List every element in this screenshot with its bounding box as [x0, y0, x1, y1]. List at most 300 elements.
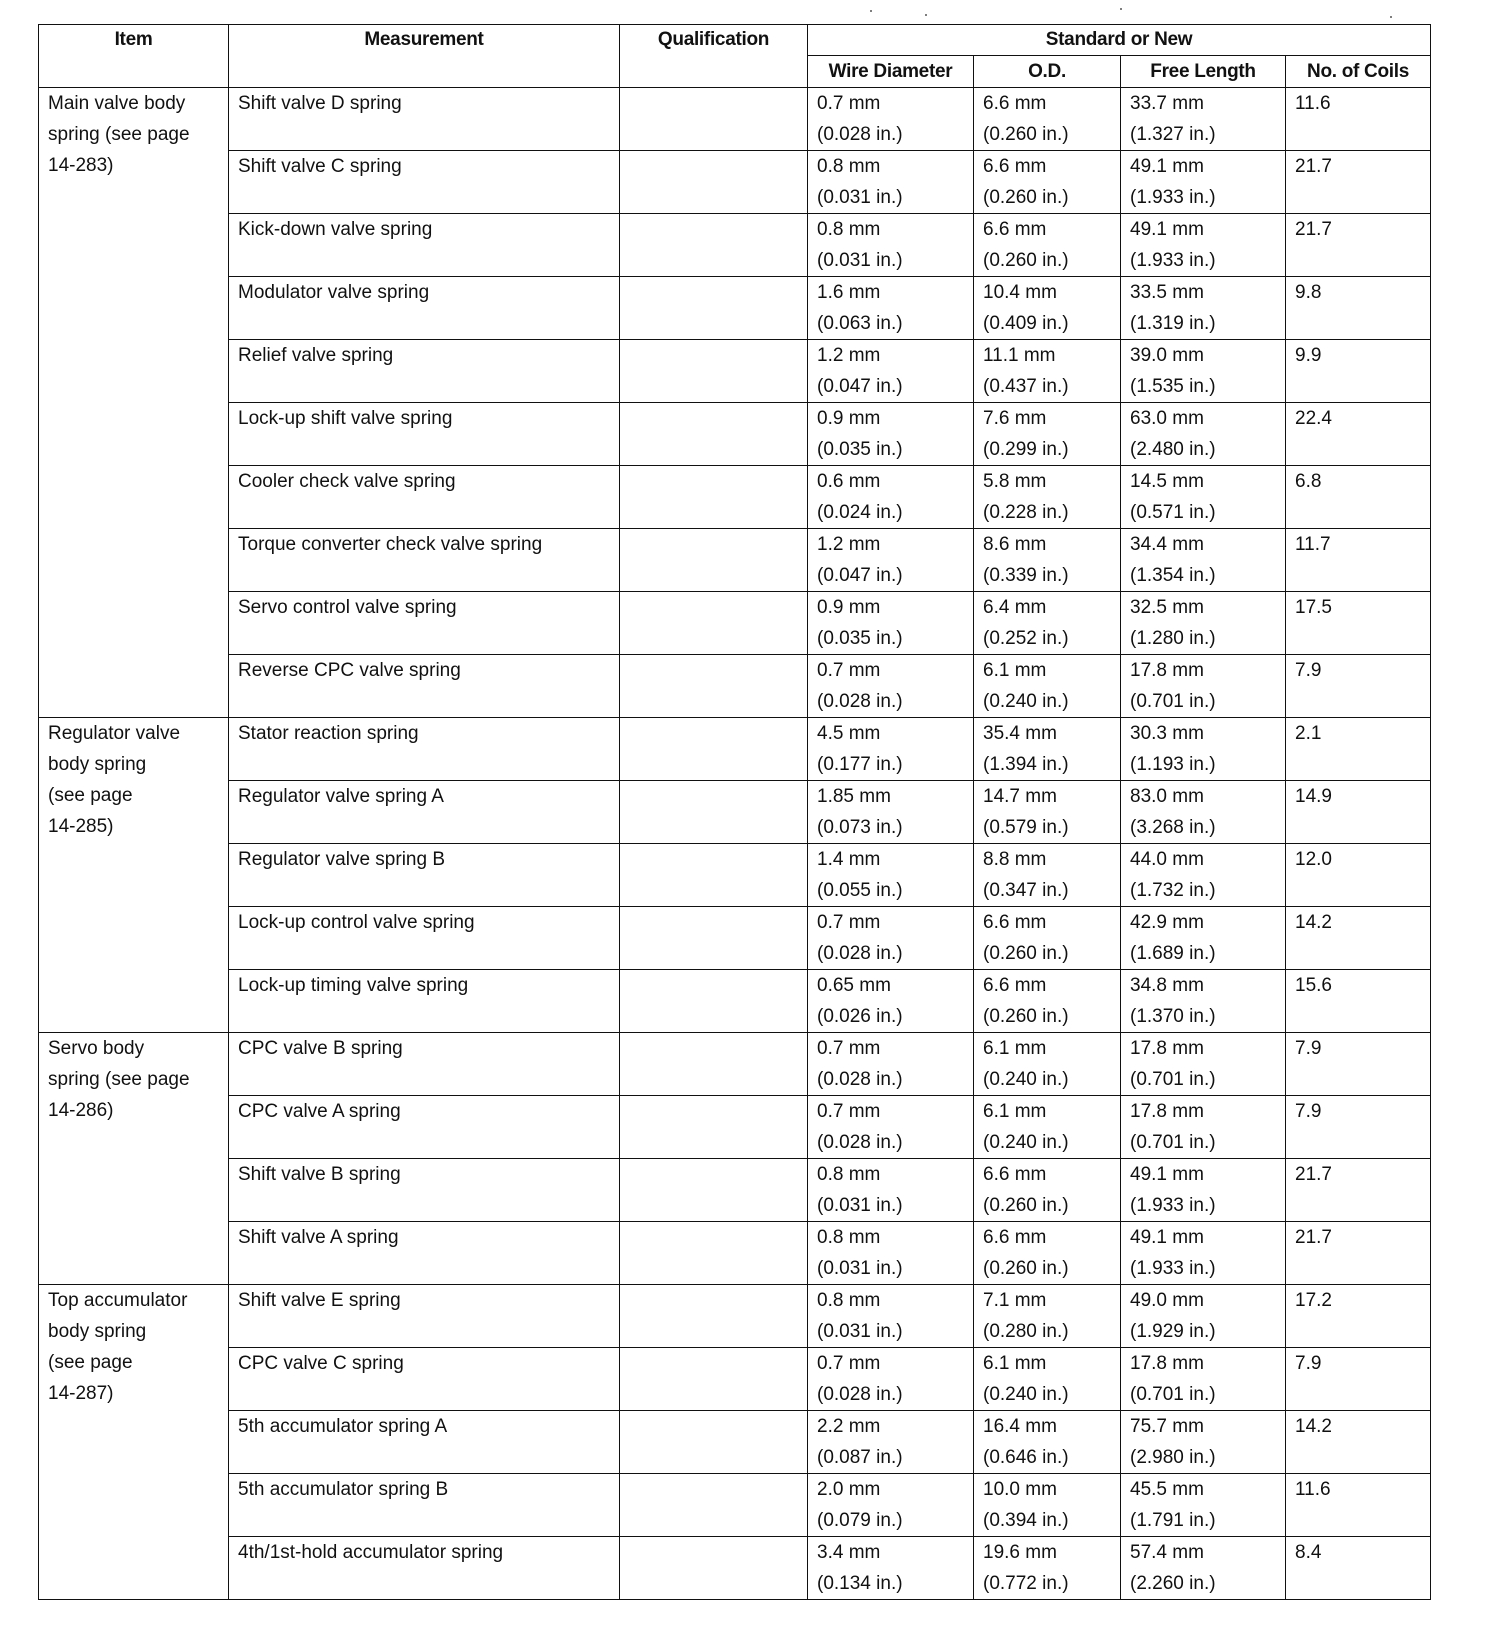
measurement-cell-text: Servo control valve spring [238, 597, 457, 618]
od-cell-text: 7.1 mm [983, 1290, 1047, 1311]
free-length-cell [1121, 340, 1286, 403]
wire-diameter-cell-text: (0.055 in.) [817, 880, 903, 901]
wire-diameter-cell-text: (0.134 in.) [817, 1573, 903, 1594]
measurement-cell [229, 1411, 620, 1474]
table-row [39, 970, 1431, 1033]
free-length-cell-text: (3.268 in.) [1130, 817, 1216, 838]
measurement-cell [229, 781, 620, 844]
no-of-coils-cell-text: 6.8 [1295, 471, 1322, 492]
od-cell [974, 718, 1121, 781]
free-length-cell-text: 49.1 mm [1130, 219, 1204, 240]
free-length-cell-text: 45.5 mm [1130, 1479, 1204, 1500]
measurement-cell [229, 844, 620, 907]
qualification-cell [620, 277, 808, 340]
wire-diameter-cell-text: (0.031 in.) [817, 250, 903, 271]
wire-diameter-cell [808, 529, 974, 592]
measurement-cell-text: 5th accumulator spring B [238, 1479, 449, 1500]
no-of-coils-cell [1286, 529, 1431, 592]
table-row [39, 844, 1431, 907]
wire-diameter-cell [808, 1159, 974, 1222]
qualification-cell [620, 403, 808, 466]
wire-diameter-cell [808, 1537, 974, 1600]
od-cell-text: (0.240 in.) [983, 1069, 1069, 1090]
od-cell-text: 6.6 mm [983, 156, 1047, 177]
no-of-coils-cell-text: 7.9 [1295, 1101, 1322, 1122]
free-length-cell-text: (1.933 in.) [1130, 1258, 1216, 1279]
no-of-coils-cell [1286, 655, 1431, 718]
qualification-cell [620, 340, 808, 403]
od-cell [974, 1285, 1121, 1348]
no-of-coils-cell [1286, 1285, 1431, 1348]
no-of-coils-cell-text: 9.8 [1295, 282, 1322, 303]
measurement-cell [229, 1096, 620, 1159]
od-cell-text: 35.4 mm [983, 723, 1057, 744]
no-of-coils-cell [1286, 1159, 1431, 1222]
od-cell [974, 1222, 1121, 1285]
item-group-label-line: (see page [48, 1352, 133, 1373]
wire-diameter-cell [808, 970, 974, 1033]
od-cell-text: (0.260 in.) [983, 187, 1069, 208]
measurement-cell-text: 4th/1st-hold accumulator spring [238, 1542, 504, 1563]
wire-diameter-cell-text: 4.5 mm [817, 723, 881, 744]
od-cell [974, 277, 1121, 340]
measurement-cell [229, 151, 620, 214]
od-cell-text: (0.260 in.) [983, 1258, 1069, 1279]
no-of-coils-cell [1286, 277, 1431, 340]
measurement-cell [229, 466, 620, 529]
measurement-cell-text: Shift valve A spring [238, 1227, 399, 1248]
no-of-coils-cell [1286, 214, 1431, 277]
table-row [39, 1411, 1431, 1474]
measurement-cell [229, 88, 620, 151]
free-length-cell-text: 49.1 mm [1130, 1164, 1204, 1185]
measurement-cell-text: Shift valve E spring [238, 1290, 401, 1311]
free-length-cell [1121, 592, 1286, 655]
wire-diameter-cell-text: (0.035 in.) [817, 439, 903, 460]
no-of-coils-cell-text: 17.5 [1295, 597, 1332, 618]
od-cell-text: 10.0 mm [983, 1479, 1057, 1500]
qualification-cell [620, 214, 808, 277]
od-cell [974, 844, 1121, 907]
measurement-cell-text: Torque converter check valve spring [238, 534, 543, 555]
wire-diameter-cell [808, 1096, 974, 1159]
free-length-cell-text: (1.732 in.) [1130, 880, 1216, 901]
qualification-cell [620, 592, 808, 655]
no-of-coils-cell [1286, 970, 1431, 1033]
free-length-cell-text: 14.5 mm [1130, 471, 1204, 492]
table-row [39, 592, 1431, 655]
measurement-cell-text: 5th accumulator spring A [238, 1416, 448, 1437]
free-length-cell-text: 63.0 mm [1130, 408, 1204, 429]
table-row [39, 529, 1431, 592]
od-cell [974, 970, 1121, 1033]
table-row [39, 1285, 1431, 1348]
wire-diameter-cell-text: (0.028 in.) [817, 943, 903, 964]
no-of-coils-cell [1286, 1033, 1431, 1096]
wire-diameter-cell-text: (0.079 in.) [817, 1510, 903, 1531]
free-length-cell [1121, 151, 1286, 214]
table-row [39, 1222, 1431, 1285]
wire-diameter-cell-text: (0.028 in.) [817, 1384, 903, 1405]
od-cell-text: 6.6 mm [983, 1227, 1047, 1248]
wire-diameter-cell-text: 1.4 mm [817, 849, 881, 870]
table-row [39, 907, 1431, 970]
wire-diameter-cell-text: (0.073 in.) [817, 817, 903, 838]
od-cell-text: (0.240 in.) [983, 1384, 1069, 1405]
measurement-cell-text: CPC valve A spring [238, 1101, 401, 1122]
measurement-cell-text: Regulator valve spring B [238, 849, 445, 870]
measurement-cell-text: Relief valve spring [238, 345, 394, 366]
no-of-coils-cell-text: 21.7 [1295, 219, 1332, 240]
table-row [39, 214, 1431, 277]
no-of-coils-cell [1286, 1096, 1431, 1159]
scan-speck [870, 10, 872, 12]
od-cell-text: 14.7 mm [983, 786, 1057, 807]
wire-diameter-cell-text: 0.9 mm [817, 408, 881, 429]
table-row [39, 1159, 1431, 1222]
free-length-cell-text: (1.791 in.) [1130, 1510, 1216, 1531]
wire-diameter-cell-text: 1.2 mm [817, 345, 881, 366]
free-length-cell-text: 33.5 mm [1130, 282, 1204, 303]
wire-diameter-cell-text: (0.026 in.) [817, 1006, 903, 1027]
free-length-cell-text: (1.933 in.) [1130, 1195, 1216, 1216]
wire-diameter-cell-text: 3.4 mm [817, 1542, 881, 1563]
free-length-cell-text: (2.260 in.) [1130, 1573, 1216, 1594]
od-cell-text: 5.8 mm [983, 471, 1047, 492]
no-of-coils-cell [1286, 1474, 1431, 1537]
wire-diameter-cell-text: 1.2 mm [817, 534, 881, 555]
free-length-cell-text: 32.5 mm [1130, 597, 1204, 618]
free-length-cell [1121, 718, 1286, 781]
wire-diameter-cell [808, 403, 974, 466]
wire-diameter-cell-text: (0.028 in.) [817, 124, 903, 145]
no-of-coils-cell-text: 11.7 [1295, 534, 1331, 555]
od-cell-text: (0.339 in.) [983, 565, 1069, 586]
od-cell-text: (0.394 in.) [983, 1510, 1069, 1531]
item-group-cell [39, 88, 229, 718]
no-of-coils-cell [1286, 592, 1431, 655]
od-cell [974, 1159, 1121, 1222]
wire-diameter-cell [808, 1285, 974, 1348]
od-cell-text: (0.280 in.) [983, 1321, 1069, 1342]
wire-diameter-cell-text: 0.7 mm [817, 93, 881, 114]
measurement-cell-text: Shift valve C spring [238, 156, 402, 177]
free-length-cell-text: (0.701 in.) [1130, 691, 1216, 712]
measurement-cell-text: Kick-down valve spring [238, 219, 433, 240]
free-length-cell-text: (0.571 in.) [1130, 502, 1216, 523]
scan-speck [1120, 8, 1122, 10]
free-length-cell-text: 17.8 mm [1130, 1353, 1204, 1374]
free-length-cell [1121, 529, 1286, 592]
no-of-coils-cell-text: 2.1 [1295, 723, 1322, 744]
wire-diameter-cell-text: 0.8 mm [817, 1227, 881, 1248]
od-cell-text: (1.394 in.) [983, 754, 1069, 775]
qualification-cell [620, 1222, 808, 1285]
measurement-cell [229, 1474, 620, 1537]
measurement-cell [229, 970, 620, 1033]
wire-diameter-cell-text: (0.024 in.) [817, 502, 903, 523]
no-of-coils-cell-text: 17.2 [1295, 1290, 1332, 1311]
free-length-cell [1121, 214, 1286, 277]
free-length-cell [1121, 1159, 1286, 1222]
qualification-cell [620, 1159, 808, 1222]
od-cell-text: 6.1 mm [983, 1101, 1047, 1122]
wire-diameter-cell [808, 655, 974, 718]
wire-diameter-cell-text: 0.7 mm [817, 1101, 881, 1122]
od-cell [974, 907, 1121, 970]
od-cell-text: (0.260 in.) [983, 250, 1069, 271]
item-group-label-line: Main valve body [48, 93, 186, 114]
measurement-cell [229, 1159, 620, 1222]
wire-diameter-cell-text: (0.028 in.) [817, 1132, 903, 1153]
table-row [39, 1348, 1431, 1411]
qualification-cell [620, 655, 808, 718]
item-group-label-line: body spring [48, 754, 147, 775]
wire-diameter-cell [808, 718, 974, 781]
od-cell-text: 6.1 mm [983, 1038, 1047, 1059]
wire-diameter-cell-text: 0.7 mm [817, 1353, 881, 1374]
od-cell [974, 529, 1121, 592]
od-cell-text: (0.646 in.) [983, 1447, 1069, 1468]
wire-diameter-cell-text: (0.047 in.) [817, 376, 903, 397]
od-cell-text: (0.347 in.) [983, 880, 1069, 901]
qualification-cell [620, 529, 808, 592]
free-length-cell [1121, 844, 1286, 907]
no-of-coils-cell-text: 11.6 [1295, 93, 1331, 114]
free-length-cell [1121, 970, 1286, 1033]
free-length-cell-text: 34.4 mm [1130, 534, 1204, 555]
no-of-coils-cell-text: 21.7 [1295, 1227, 1332, 1248]
free-length-cell-text: (2.980 in.) [1130, 1447, 1216, 1468]
table-row [39, 403, 1431, 466]
wire-diameter-cell [808, 88, 974, 151]
measurement-cell-text: CPC valve B spring [238, 1038, 403, 1059]
od-cell [974, 1033, 1121, 1096]
no-of-coils-cell-text: 7.9 [1295, 1353, 1322, 1374]
header-qualification: Qualification [620, 25, 808, 88]
free-length-cell [1121, 781, 1286, 844]
free-length-cell-text: 44.0 mm [1130, 849, 1204, 870]
free-length-cell-text: 30.3 mm [1130, 723, 1204, 744]
wire-diameter-cell-text: 2.0 mm [817, 1479, 881, 1500]
qualification-cell [620, 844, 808, 907]
od-cell-text: 6.4 mm [983, 597, 1047, 618]
wire-diameter-cell-text: (0.087 in.) [817, 1447, 903, 1468]
measurement-cell [229, 1222, 620, 1285]
table-row [39, 1096, 1431, 1159]
wire-diameter-cell-text: 0.9 mm [817, 597, 881, 618]
no-of-coils-cell [1286, 1537, 1431, 1600]
od-cell-text: (0.437 in.) [983, 376, 1069, 397]
free-length-cell-text: (1.327 in.) [1130, 124, 1216, 145]
free-length-cell [1121, 1033, 1286, 1096]
measurement-cell [229, 1348, 620, 1411]
header-measurement: Measurement [229, 25, 620, 88]
od-cell [974, 781, 1121, 844]
od-cell-text: (0.579 in.) [983, 817, 1069, 838]
qualification-cell [620, 1348, 808, 1411]
scan-speck [925, 14, 927, 16]
qualification-cell [620, 1096, 808, 1159]
wire-diameter-cell-text: 1.6 mm [817, 282, 881, 303]
od-cell-text: (0.260 in.) [983, 1006, 1069, 1027]
no-of-coils-cell [1286, 844, 1431, 907]
no-of-coils-cell [1286, 1411, 1431, 1474]
table-row [39, 1474, 1431, 1537]
header-free-length: Free Length [1121, 56, 1286, 88]
measurement-cell-text: Modulator valve spring [238, 282, 430, 303]
wire-diameter-cell [808, 1474, 974, 1537]
wire-diameter-cell [808, 781, 974, 844]
measurement-cell-text: Shift valve D spring [238, 93, 402, 114]
no-of-coils-cell-text: 7.9 [1295, 660, 1322, 681]
free-length-cell [1121, 1348, 1286, 1411]
no-of-coils-cell [1286, 1222, 1431, 1285]
item-group-label-line: body spring [48, 1321, 147, 1342]
free-length-cell-text: (1.535 in.) [1130, 376, 1216, 397]
od-cell-text: (0.260 in.) [983, 943, 1069, 964]
item-group-label-line: spring (see page [48, 1069, 190, 1090]
qualification-cell [620, 88, 808, 151]
free-length-cell-text: (2.480 in.) [1130, 439, 1216, 460]
wire-diameter-cell-text: (0.031 in.) [817, 187, 903, 208]
wire-diameter-cell-text: 0.8 mm [817, 156, 881, 177]
wire-diameter-cell-text: (0.031 in.) [817, 1258, 903, 1279]
free-length-cell [1121, 1537, 1286, 1600]
no-of-coils-cell-text: 14.9 [1295, 786, 1332, 807]
wire-diameter-cell-text: (0.028 in.) [817, 691, 903, 712]
free-length-cell-text: 49.0 mm [1130, 1290, 1204, 1311]
measurement-cell-text: Regulator valve spring A [238, 786, 444, 807]
measurement-cell [229, 340, 620, 403]
no-of-coils-cell [1286, 151, 1431, 214]
measurement-cell [229, 592, 620, 655]
qualification-cell [620, 1537, 808, 1600]
scan-speck [1390, 16, 1392, 18]
free-length-cell-text: 49.1 mm [1130, 156, 1204, 177]
free-length-cell [1121, 277, 1286, 340]
no-of-coils-cell [1286, 466, 1431, 529]
wire-diameter-cell [808, 151, 974, 214]
no-of-coils-cell-text: 9.9 [1295, 345, 1322, 366]
spring-specification-table [38, 24, 1431, 1600]
od-cell-text: 6.6 mm [983, 1164, 1047, 1185]
qualification-cell [620, 151, 808, 214]
measurement-cell [229, 1537, 620, 1600]
wire-diameter-cell-text: 1.85 mm [817, 786, 891, 807]
item-group-label-line: Top accumulator [48, 1290, 188, 1311]
item-group-label-line: spring (see page [48, 124, 190, 145]
od-cell-text: 6.1 mm [983, 1353, 1047, 1374]
wire-diameter-cell-text: 0.8 mm [817, 1164, 881, 1185]
od-cell-text: (0.228 in.) [983, 502, 1069, 523]
no-of-coils-cell-text: 7.9 [1295, 1038, 1322, 1059]
od-cell [974, 1537, 1121, 1600]
free-length-cell [1121, 1222, 1286, 1285]
no-of-coils-cell [1286, 907, 1431, 970]
no-of-coils-cell-text: 12.0 [1295, 849, 1332, 870]
measurement-cell-text: Reverse CPC valve spring [238, 660, 461, 681]
no-of-coils-cell-text: 21.7 [1295, 1164, 1332, 1185]
header-no-of-coils: No. of Coils [1286, 56, 1431, 88]
od-cell [974, 214, 1121, 277]
item-group-cell [39, 1285, 229, 1600]
no-of-coils-cell-text: 14.2 [1295, 1416, 1332, 1437]
od-cell-text: (0.409 in.) [983, 313, 1069, 334]
wire-diameter-cell-text: 0.7 mm [817, 660, 881, 681]
od-cell [974, 592, 1121, 655]
qualification-cell [620, 781, 808, 844]
wire-diameter-cell [808, 907, 974, 970]
free-length-cell-text: 42.9 mm [1130, 912, 1204, 933]
od-cell [974, 340, 1121, 403]
measurement-cell [229, 655, 620, 718]
free-length-cell [1121, 1096, 1286, 1159]
wire-diameter-cell-text: 2.2 mm [817, 1416, 881, 1437]
free-length-cell-text: (0.701 in.) [1130, 1132, 1216, 1153]
table-body [39, 88, 1431, 1600]
wire-diameter-cell-text: 0.8 mm [817, 1290, 881, 1311]
od-cell [974, 466, 1121, 529]
wire-diameter-cell-text: 0.65 mm [817, 975, 891, 996]
free-length-cell-text: 34.8 mm [1130, 975, 1204, 996]
free-length-cell-text: (1.933 in.) [1130, 187, 1216, 208]
table-row [39, 466, 1431, 529]
table-row [39, 781, 1431, 844]
wire-diameter-cell-text: (0.028 in.) [817, 1069, 903, 1090]
wire-diameter-cell [808, 1033, 974, 1096]
free-length-cell-text: (0.701 in.) [1130, 1069, 1216, 1090]
od-cell-text: 10.4 mm [983, 282, 1057, 303]
table-row [39, 88, 1431, 151]
wire-diameter-cell-text: (0.063 in.) [817, 313, 903, 334]
od-cell-text: (0.772 in.) [983, 1573, 1069, 1594]
qualification-cell [620, 1474, 808, 1537]
free-length-cell [1121, 403, 1286, 466]
no-of-coils-cell [1286, 88, 1431, 151]
measurement-cell-text: Cooler check valve spring [238, 471, 456, 492]
qualification-cell [620, 466, 808, 529]
measurement-cell [229, 529, 620, 592]
wire-diameter-cell [808, 277, 974, 340]
item-group-label-line: 14-286) [48, 1100, 114, 1121]
measurement-cell-text: Lock-up control valve spring [238, 912, 475, 933]
wire-diameter-cell [808, 592, 974, 655]
free-length-cell-text: (1.933 in.) [1130, 250, 1216, 271]
od-cell-text: (0.260 in.) [983, 1195, 1069, 1216]
no-of-coils-cell-text: 22.4 [1295, 408, 1332, 429]
no-of-coils-cell-text: 15.6 [1295, 975, 1332, 996]
free-length-cell-text: 57.4 mm [1130, 1542, 1204, 1563]
od-cell-text: 6.6 mm [983, 93, 1047, 114]
od-cell-text: 6.6 mm [983, 975, 1047, 996]
table-row [39, 277, 1431, 340]
od-cell [974, 655, 1121, 718]
od-cell [974, 1411, 1121, 1474]
free-length-cell-text: (1.929 in.) [1130, 1321, 1216, 1342]
no-of-coils-cell-text: 8.4 [1295, 1542, 1322, 1563]
free-length-cell-text: 17.8 mm [1130, 1101, 1204, 1122]
qualification-cell [620, 970, 808, 1033]
table-row [39, 655, 1431, 718]
item-group-label-line: Servo body [48, 1038, 145, 1059]
item-group-label-line: (see page [48, 785, 133, 806]
free-length-cell [1121, 466, 1286, 529]
qualification-cell [620, 1033, 808, 1096]
od-cell [974, 1474, 1121, 1537]
od-cell-text: 6.6 mm [983, 219, 1047, 240]
table-row [39, 1033, 1431, 1096]
